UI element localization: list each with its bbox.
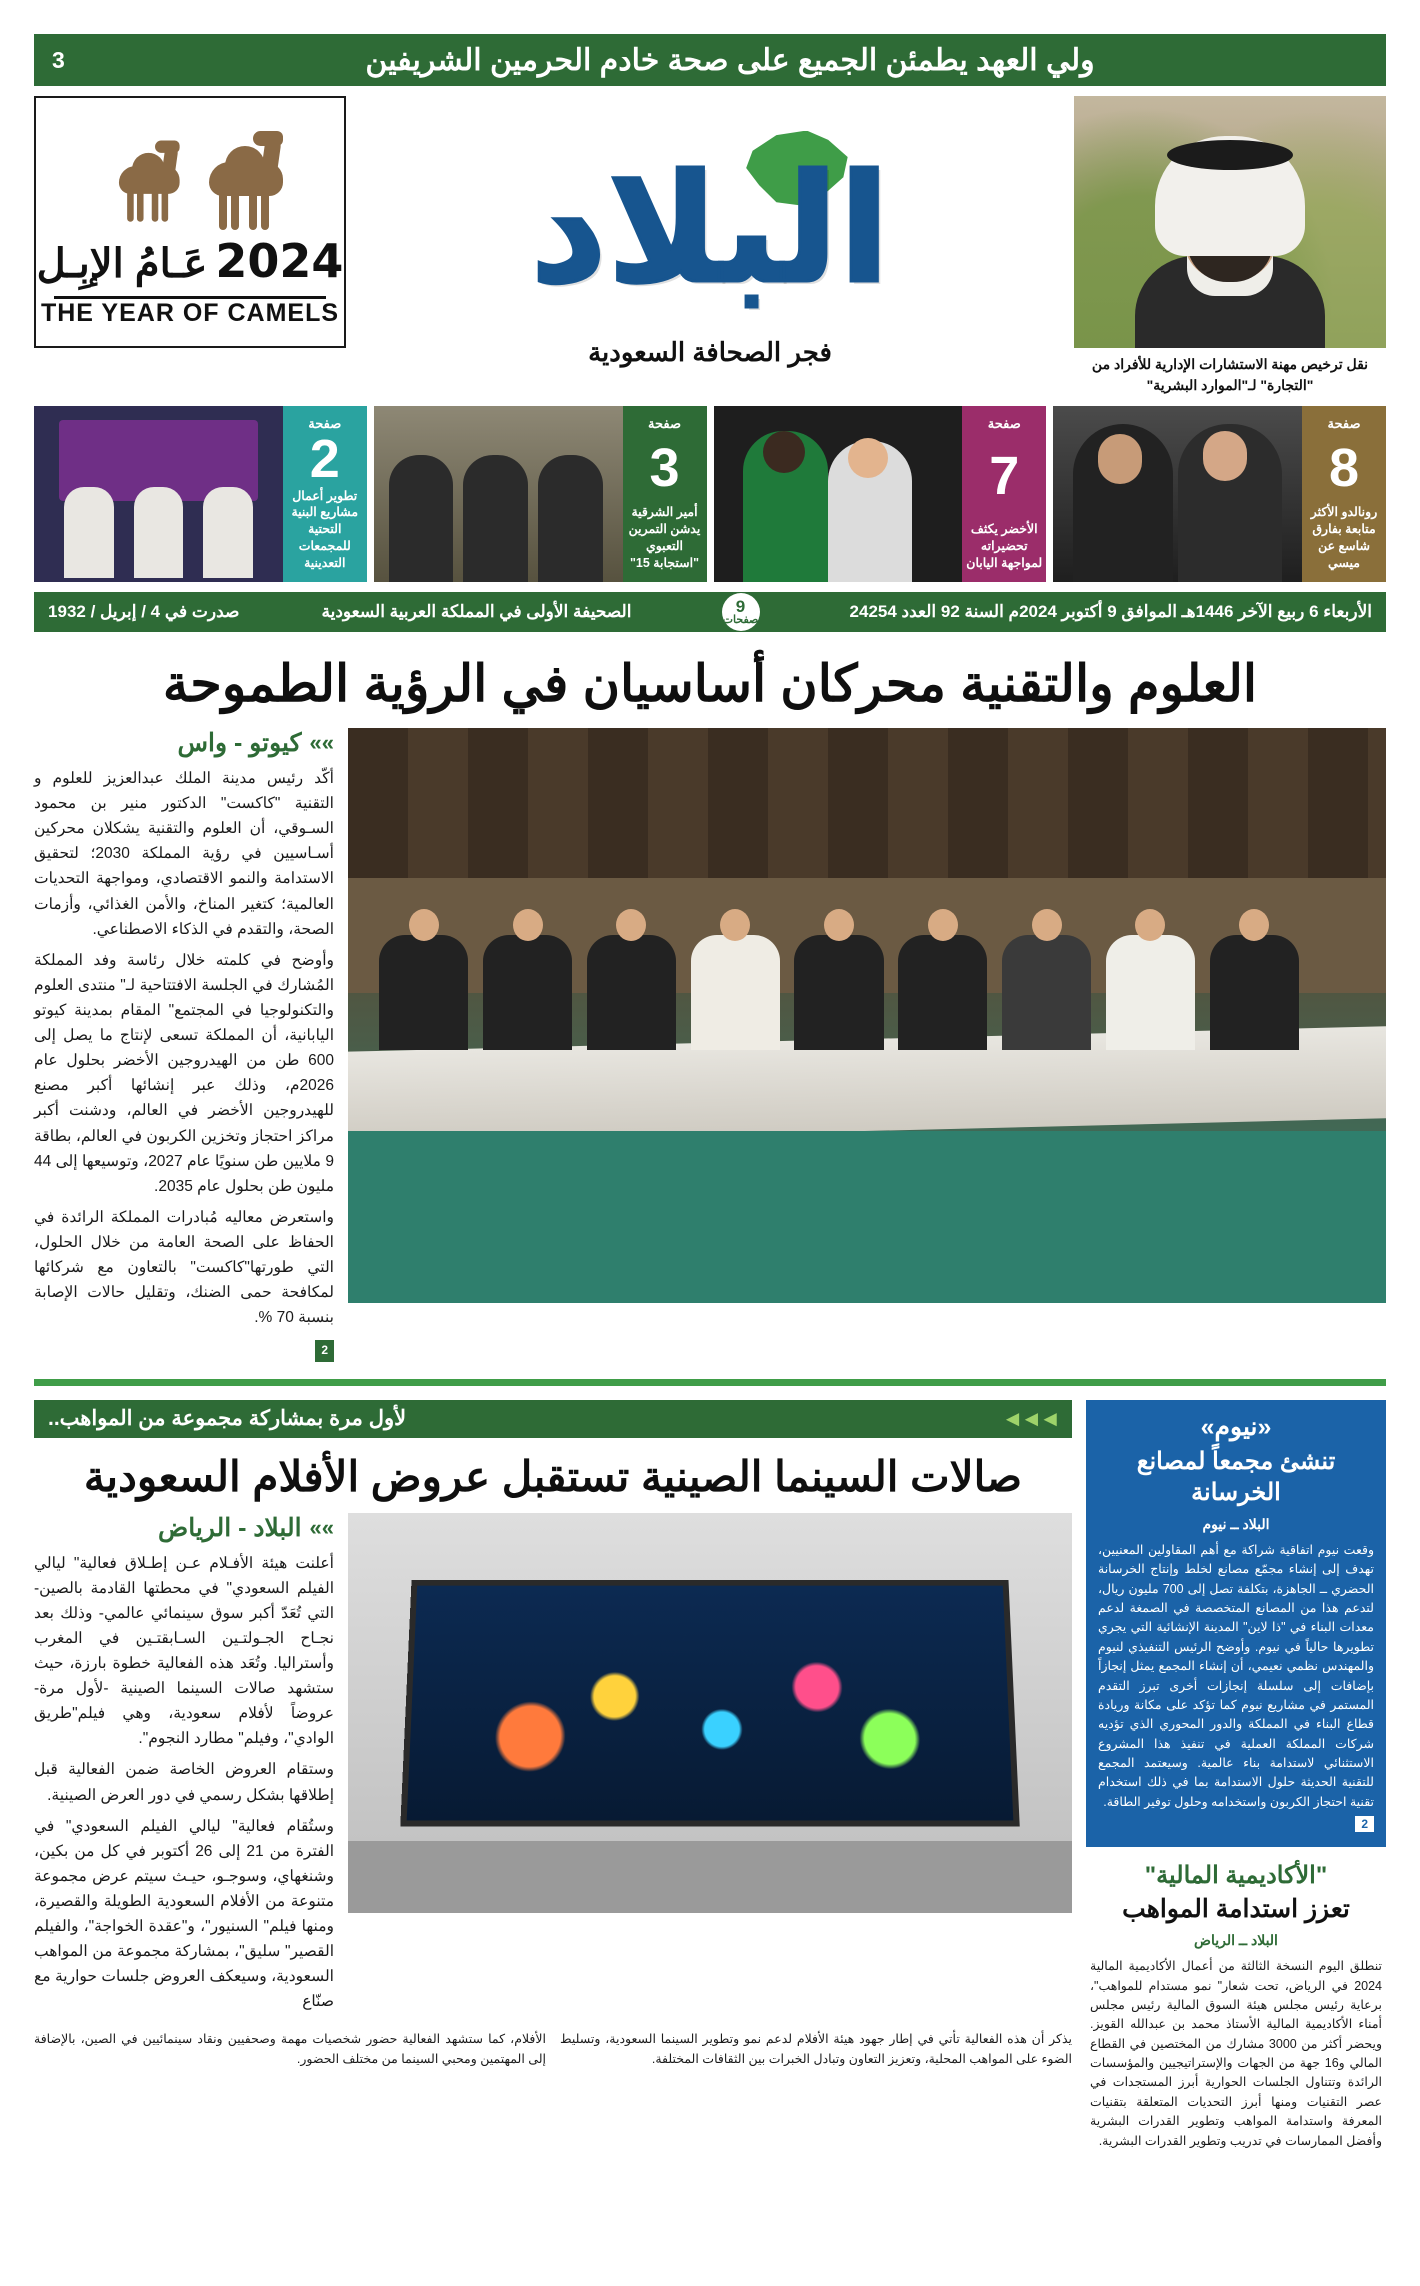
cinema-kicker: البلاد - الرياض xyxy=(157,1513,302,1542)
top-banner-page-ref: 3 xyxy=(52,46,65,73)
lead-article-body xyxy=(34,766,334,1363)
chevron-left-icon: »» xyxy=(309,730,334,755)
chevron-left-icon-2: »» xyxy=(309,1514,334,1540)
academy-article xyxy=(1086,1847,1386,2151)
top-banner-headline: ولي العهد يطمئن الجميع على صحة خادم الحرمين الشريفين xyxy=(365,43,1095,77)
neom-title: تنشئ مجمعاً لمصانع الخرسانة xyxy=(1136,1447,1336,1506)
promo-page-7[interactable] xyxy=(714,406,1047,582)
camel-year-line xyxy=(37,234,344,288)
promo-8-image xyxy=(1053,406,1302,582)
camel-year-arabic: عَـامُ الإبِـل xyxy=(36,242,208,286)
cinema-headline: صالات السينما الصينية تستقبل عروض الأفلام السعودية xyxy=(83,1452,1023,1500)
cinema-kicker-row xyxy=(34,1513,334,1543)
masthead-left xyxy=(1074,96,1386,396)
academy-title: تعزز استدامة المواهب xyxy=(1122,1895,1350,1924)
issue-line: الأربعاء 6 ربيع الآخر 1446هـ الموافق 9 أكتوبر 2024م السنة 92 العدد 24254 xyxy=(849,602,1372,621)
neom-body: وقعت نيوم اتفاقية شراكة مع أهم المقاولين المعنيين، تهدف إلى إنشاء مجمّع مصانع لخلط وإنتاج الخرسانة الحضري ــ الجاهزة، بتكلفة تصل إلى 700 مليون ريال، لتدعم هذا من المصانع المتخصصة في الصمغة لدعم معدات البناء في "ذا لاين" المدينة الإنشائية التي يجري تطويرها حالياً في نيوم. وأوضح الرئيس التنفيذي لنيوم والمهندس نظمي نعيمي، أن إنشاء المجمع يمثل إنجازاً بإضافات إلى سلسلة إنجازات أخرى تبرز التقدم المستمر في مشاريع نيوم كما تؤكد على مكانة وريادة قطاع البناء في المملكة والدور المحوري الذي تؤديه شركات المملكة العملية في تنفيذ هذا المشروع الاستثنائي لاستدامة بناء عالمية. وسيعتمد المجمع للتقنية الحديثة حلول الاستدامة بما في ذلك استخدام تقنية احتجاز الكربون واستخدامه وحلول توفير الطاقة. xyxy=(1098,1542,1374,1809)
sidebar-column xyxy=(1086,1400,1386,2151)
cinema-text-column xyxy=(34,1513,334,2021)
logo-subtitle: فجر الصحافة السعودية xyxy=(588,336,832,367)
pages-count-badge xyxy=(722,593,760,631)
neom-source: البلاد ــ نيوم xyxy=(1202,1515,1270,1532)
promo-2-page-label: صفحة xyxy=(308,416,342,431)
lead-article xyxy=(34,728,1386,1363)
masthead-left-caption: نقل ترخيص مهنة الاستشارات الإدارية للأفراد من "التجارة" لـ"الموارد البشرية" xyxy=(1091,356,1369,393)
camel-year-number: 2024 xyxy=(215,234,344,288)
cinema-caption-left: يذكر أن هذه الفعالية تأتي في إطار جهود هيئة الأفلام لدعم نمو وتطوير السينما السعودية، وتسليط الضوء على المواهب المحلية، وتعزيز التعاون وتبادل الخبرات بين الثقافات المختلفة. xyxy=(560,2032,1072,2066)
promo-3-page-label: صفحة xyxy=(648,416,681,431)
lead-article-kicker: كيوتو - واس xyxy=(177,729,302,757)
portrait-igal xyxy=(1167,140,1293,170)
cinema-photo xyxy=(348,1513,1072,1913)
lead-article-text-column xyxy=(34,728,334,1363)
promo-2-image xyxy=(34,406,283,582)
academy-source: البلاد ــ الرياض xyxy=(1194,1932,1278,1949)
promo-8-page-number: 8 xyxy=(1328,437,1360,498)
promo-8-caption: رونالدو الأكثر متابعة بفارق شاسع عن ميسي xyxy=(1310,505,1378,571)
promo-7-page-label: صفحة xyxy=(987,416,1021,431)
prince-portrait-photo xyxy=(1074,96,1386,348)
newspaper-logo xyxy=(450,125,970,335)
cinema-ribbon xyxy=(34,1400,1072,1438)
portrait-figure xyxy=(1145,118,1315,348)
promo-page-2[interactable] xyxy=(34,406,367,582)
cinema-content-row xyxy=(34,1513,1072,2021)
cinema-body xyxy=(34,1551,334,2015)
camels-illustration xyxy=(95,112,285,230)
promo-7-image xyxy=(714,406,963,582)
promo-2-page-number: 2 xyxy=(309,429,340,490)
masthead xyxy=(34,96,1386,396)
pages-count-label: صفحات xyxy=(722,614,759,626)
promo-2-caption: تطوير أعمال مشاريع البنية التحتية للمجمعات التعدينية xyxy=(291,488,359,571)
academy-body: تنطلق اليوم النسخة الثالثة من أعمال الأكاديمية المالية 2024 في الرياض، تحت شعار" نمو مستدام للمواهب"، برعاية رئيس مجلس هيئة السوق المالية رئيس مجلس أمناء الأكاديمية المالية الأستاذ محمد بن عبدالله القويز. ويحضر أكثر من 3000 مشارك من المختصين في القطاع المالي و16 جهة من الجهات والإستراتيجيين والمؤسسات الرائدة وتتناول الجلسات الحوارية أبرز المستجدات في عصر التقنيات ومنها أبرز التحديات المتعلقة بتقنيات المعرفة واستدامة المواهب وتطوير القدرات البشرية وأفضل الممارسات في تدريب وتطوير القدرات البشرية. xyxy=(1090,1959,1382,2148)
camel-icon xyxy=(201,138,283,230)
arrows-left-icon: ◄◄◄ xyxy=(1001,1405,1058,1431)
promo-7-caption: الأخضر يكثف تحضيراته لمواجهة اليابان xyxy=(966,522,1043,571)
logo-wordmark: البلاد xyxy=(530,142,890,317)
section-divider xyxy=(34,1379,1386,1386)
neom-pagemark: 2 xyxy=(1355,1816,1374,1832)
camel-year-english: THE YEAR OF CAMELS xyxy=(40,299,340,327)
promo-strip xyxy=(34,406,1386,582)
camel-calf-icon xyxy=(112,146,179,221)
top-banner xyxy=(34,34,1386,86)
lead-article-photo xyxy=(348,728,1386,1303)
lead-paragraph-3: واستعرض معاليه مُبادرات المملكة الرائدة في الحفاظ على الصحة العامة من خلال الحلول، التي طورتها"كاكست" بالتعاون مع شركائها لمكافحة حمى الضنك، وتقليل حالات الإصابة بنسبة 70 %. xyxy=(34,1208,334,1327)
promo-8-text xyxy=(1302,406,1386,582)
cinema-paragraph-3: وستُقام فعالية" ليالي الفيلم السعودي" في الفترة من 21 إلى 26 أكتوبر في كل من بكين، وشنغهاي، وسوجـو، حيـث سيتم عرض مجموعة متنوعة من الأفلام السعودية الطويلة والقصيرة، ومنها فيلم" السنيور"، و"عقدة الخواجة"، والفيلم القصير" سليق"، بمشاركة مجموعة من المواهب السعودية، وسيعكف العروض جلسات حوارية مع صنّاع xyxy=(34,1817,334,2011)
issue-info-bar xyxy=(34,592,1386,632)
cinema-paragraph-1: أعلنت هيئة الأفـلام عـن إطـلاق فعالية" ليالي الفيلم السعودي" في محطتها القادمة بالصين- التي تُعَدّ أكبر سوق سينمائي عالمي- وذلك بعد نجـاح الجـولتـين السـابقتـين في المغرب وأستراليا. وتُعَد هذه الفعالية خطوة بارزة، حيث ستشهد صالات السينما الصينية -لأول مرة- عروضاً لأفلام سعودية، وهي فيلم"طريق الوادي"، وفيلم" مطارد النجوم". xyxy=(34,1554,334,1748)
newspaper-front-page xyxy=(0,34,1420,2286)
lead-paragraph-1: أكّد رئيس مدينة الملك عبدالعزيز للعلوم و التقنية "كاكست" الدكتور منير بن محمود السـوقي، أن العلوم والتقنية يشكلان محركين أسـاسيين في رؤية المملكة 2030؛ لتحقيق الاستدامة والنمو الاقتصادي، ومواجهة التحديات العالمية؛ كتغير المناخ، والأمن الغذائي، وأزمات الصحة، والتقدم في الذكاء الاصطناعي. xyxy=(34,770,334,938)
promo-2-text xyxy=(283,406,367,582)
masthead-center xyxy=(346,96,1074,396)
promo-3-image xyxy=(374,406,623,582)
promo-3-caption: أمير الشرقية يدشن التمرين التعبوي "استجابة 15" xyxy=(628,505,701,571)
lead-article-kicker-row xyxy=(34,728,334,758)
promo-3-page-number: 3 xyxy=(649,437,680,498)
cinema-paragraph-2: وستقام العروض الخاصة ضمن الفعالية قبل إطلاقها بشكل رسمي في دور العرض الصينية. xyxy=(34,1761,334,1804)
promo-page-8[interactable] xyxy=(1053,406,1386,582)
promo-3-text xyxy=(623,406,707,582)
academy-kicker: "الأكاديمية المالية" xyxy=(1144,1862,1328,1890)
neom-kicker: «نيوم» xyxy=(1200,1412,1272,1441)
tagline: الصحيفة الأولى في المملكة العربية السعودية xyxy=(321,602,632,621)
cinema-article xyxy=(34,1400,1072,2070)
promo-8-page-label: صفحة xyxy=(1327,416,1361,431)
cinema-caption-right: الأفلام، كما ستشهد الفعالية حضور شخصيات مهمة وصحفيين ونقاد سينمائيين في الصين، بالإضافة إلى المهتمين ومحبي السينما من مختلف الحضور. xyxy=(34,2032,546,2066)
founded-date: صدرت في 4 / إبريل / 1932 xyxy=(48,602,240,621)
pages-count-number: 9 xyxy=(735,597,746,616)
year-of-camels-badge xyxy=(34,96,346,348)
promo-7-page-number: 7 xyxy=(989,446,1020,507)
neom-article xyxy=(1086,1400,1386,1848)
cinema-ribbon-text: لأول مرة بمشاركة مجموعة من المواهب.. xyxy=(48,1407,407,1431)
lead-paragraph-2: وأوضح في كلمته خلال رئاسة وفد المملكة المُشارك في الجلسة الافتتاحية لـ" منتدى العلوم والتكنولوجيا في المجتمع" المقام بمدينة كيوتو اليابانية، أن المملكة تسعى لإنتاج ما يصل إلى 600 طن من الهيدروجين الأخضر بحلول عام 2026م، وذلك عبر إنشائها أكبر مصنع للهيدروجين الأخضر في العالم، ودشنت أكبر مراكز احتجاز وتخزين الكربون في العالم، بطاقة 9 ملايين طن سنويًا عام 2027، وتوسيعها إلى 44 مليون طن بحلول عام 2035. xyxy=(34,951,334,1195)
promo-page-3[interactable] xyxy=(374,406,707,582)
lead-article-pagemark: 2 xyxy=(315,1340,334,1361)
lower-section xyxy=(34,1400,1386,2151)
cinema-caption-row xyxy=(34,2030,1072,2069)
promo-7-text xyxy=(962,406,1046,582)
masthead-right xyxy=(34,96,346,396)
lead-headline: العلوم والتقنية محركان أساسيان في الرؤية الطموحة xyxy=(162,655,1258,712)
